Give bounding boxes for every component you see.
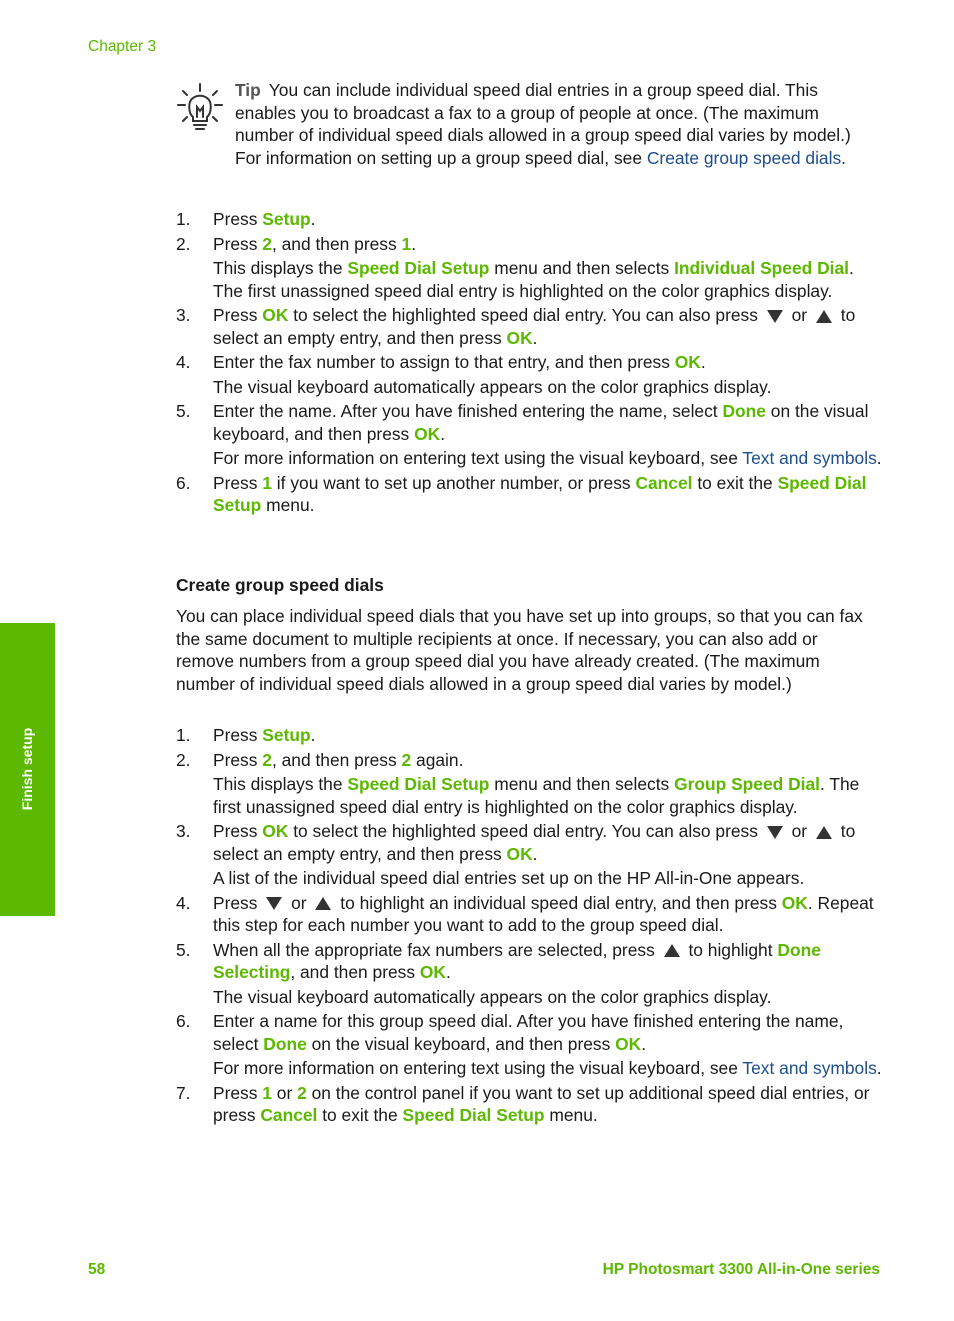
up-arrow-icon — [816, 826, 832, 839]
product-name: HP Photosmart 3300 All-in-One series — [602, 1261, 880, 1278]
lightbulb-icon — [176, 83, 224, 133]
list-item: 5. Enter the name. After you have finished entering the name, select Done on the visual keyboard, and then press OK. For more information on entering text using the visual keyboard, see Text and symbols. — [176, 401, 882, 468]
tip-text: Tip You can include individual speed dial entries in a group speed dial. This enables you to broadcast a fax to a group of people at once. (The maximum number of individual speed dials allowed in a group speed dial varies by model.) For information on setting up a group speed dial, see Create group speed dials. — [235, 80, 851, 168]
list-item: 1. Press Setup. — [176, 209, 316, 229]
list-item: 3. Press OK to select the highlighted speed dial entry. You can also press or to select an empty entry, and then press OK. A list of the individual speed dial entries set up on the HP All-in-One appears. — [176, 821, 856, 888]
individual-speed-dial-steps — [176, 208, 886, 519]
section-heading: Create group speed dials — [176, 575, 384, 595]
chapter-label: Chapter 3 — [88, 38, 157, 55]
list-item: 6. Press 1 if you want to set up another number, or press Cancel to exit the Speed Dial Setup menu. — [176, 472, 867, 515]
up-arrow-icon — [664, 944, 680, 957]
side-tab — [0, 623, 55, 916]
list-item: 6. Enter a name for this group speed dial. After you have finished entering the name, select Done on the visual keyboard, and then press OK. For more information on entering text using the visual keyboard, see Text and symbols. — [176, 1011, 882, 1078]
list-item: 4. Press or to highlight an individual speed dial entry, and then press OK. Repeat this step for each number you want to add to the group speed dial. — [176, 892, 874, 935]
list-item: 1. Press Setup. — [176, 725, 316, 745]
list-item: 2. Press 2, and then press 2 again. This displays the Speed Dial Setup menu and then selects Group Speed Dial. The first unassigned speed dial entry is highlighted on the color graphics display. — [176, 749, 860, 817]
down-arrow-icon — [767, 826, 783, 839]
list-item: 3. Press OK to select the highlighted speed dial entry. You can also press or to select an empty entry, and then press OK. — [176, 305, 856, 348]
up-arrow-icon — [315, 897, 331, 910]
list-item: 7. Press 1 or 2 on the control panel if you want to set up additional speed dial entries, or press Cancel to exit the Speed Dial Setup menu. — [176, 1082, 870, 1125]
text-and-symbols-link[interactable]: Text and symbols — [742, 448, 877, 468]
create-group-speed-dials-link[interactable]: Create group speed dials — [646, 147, 842, 168]
list-item: 4. Enter the fax number to assign to that entry, and then press OK. The visual keyboard automatically appears on the color graphics display. — [176, 352, 772, 397]
down-arrow-icon — [266, 897, 282, 910]
section-intro: You can place individual speed dials that you have set up into groups, so that you can fax the same document to multiple recipients at once. If necessary, you can also add or remove numbers from a group speed dial you have already created. (The maximum number of individual speed dials allowed in a group speed dial varies by model.) — [176, 606, 863, 694]
group-speed-dial-steps — [176, 724, 886, 1129]
page-number: 58 — [88, 1261, 106, 1278]
up-arrow-icon — [816, 310, 832, 323]
list-item: 2. Press 2, and then press 1. This displays the Speed Dial Setup menu and then selects Individual Speed Dial. The first unassigned speed dial entry is highlighted on the color graphics display. — [176, 233, 854, 301]
list-item: 5. When all the appropriate fax numbers are selected, press to highlight Done Selecting, and then press OK. The visual keyboard automatically appears on the color graphics display. — [176, 939, 821, 1007]
tip-box — [176, 79, 876, 169]
side-tab-label: Finish setup — [18, 727, 35, 811]
text-and-symbols-link[interactable]: Text and symbols — [742, 1058, 877, 1078]
tip-label: Tip — [235, 80, 261, 100]
down-arrow-icon — [767, 310, 783, 323]
